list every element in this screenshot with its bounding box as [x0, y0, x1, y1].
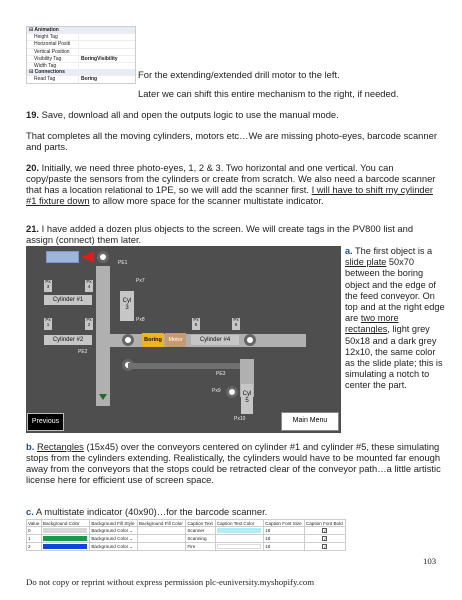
- px4-sensor: Px 4: [85, 280, 93, 292]
- px8-label: Px8: [136, 317, 145, 323]
- hmi-screen: [26, 246, 341, 433]
- bold-checkbox[interactable]: ✓: [323, 536, 327, 541]
- table-header-row: Value Background Color Background Fill Style Background Fill Color Caption Text Caption Text Color Caption Font Size Caption Font Bold: [27, 520, 346, 527]
- cylinder-4: Cylinder #4: [191, 335, 239, 345]
- page-number: 103: [423, 556, 437, 566]
- motor-indicator: Motor: [165, 333, 186, 347]
- pe2-label: PE2: [78, 349, 88, 355]
- bold-checkbox[interactable]: ✓: [323, 528, 327, 533]
- px3-sensor: Px 3: [44, 280, 52, 292]
- red-arrow-icon: [81, 251, 94, 263]
- note-shift-mechanism: Later we can shift this entire mechanism to the right, if needed.: [138, 88, 399, 99]
- color-swatch[interactable]: [217, 528, 261, 533]
- barcode-scanner-indicator: [46, 251, 79, 263]
- cylinder-3: Cyl 3: [120, 291, 134, 321]
- boring-indicator: Boring: [142, 333, 164, 347]
- bold-checkbox[interactable]: ✓: [323, 544, 327, 549]
- completion-paragraph: That completes all the moving cylinders, motors etc…We are missing photo-eyes, barcode scanner and parts.: [26, 130, 437, 152]
- roller-icon: [122, 334, 134, 346]
- pg-row[interactable]: Horizontal Positi: [27, 40, 135, 47]
- note-extending-motor: For the extending/extended drill motor to the left.: [138, 69, 340, 80]
- px7-label: Px7: [136, 278, 145, 284]
- step-21: 21. I have added a dozen plus objects to the screen. We will create tags in the PV800 list and assign (connect) them later.: [26, 223, 414, 245]
- cylinder-1: Cylinder #1: [44, 295, 92, 305]
- cylinder-5: Cyl 5: [241, 384, 253, 414]
- step-20: 20. Initially, we need three photo-eyes, 1, 2 & 3. Two horizontal and one vertical. You can copy/paste the sensors from the cylinders or create from scratch. We also need a barcode scanner that has a location relational to 1PE, so we will add the scanner first. I will have to shift my cylinder #1 fixture down to allow more space for the scanner multistate indicator.: [26, 162, 436, 206]
- pg-category-animation[interactable]: ⊟ Animation: [27, 27, 135, 33]
- copyright-notice: Do not copy or reprint without express permission plc-euniversity.myshopify.com: [26, 577, 315, 587]
- px2-sensor: Px 2: [85, 318, 93, 330]
- color-swatch[interactable]: [217, 536, 261, 541]
- table-row[interactable]: 1 Background Color ⌄ Scanning 18 ✓: [27, 535, 346, 543]
- pg-row[interactable]: Width Tag: [27, 62, 135, 69]
- green-arrow-icon: [99, 394, 107, 400]
- pe1-label: PE1: [118, 260, 128, 266]
- vertical-conveyor: [96, 266, 110, 406]
- px6-sensor: Px 6: [232, 318, 240, 330]
- step-19: 19. Save, download all and open the outputs logic to use the manual mode.: [26, 109, 339, 120]
- px10-label: Px10: [234, 416, 246, 422]
- point-b: b. Rectangles (15x45) over the conveyors centered on cylinder #1 and cylinder #5, these simulating stops from the cylinders extending. Realistically, the cylinders would have to be mounted far enough away from the conveyors that the stops could be retracted clear of the conveyor path…a little artistic license here for efficient use of screen space.: [26, 441, 441, 485]
- px5-sensor: Px 5: [192, 318, 200, 330]
- multistate-indicator-table: [26, 519, 346, 551]
- pg-row[interactable]: Visibility Tag BoringVisibility: [27, 55, 135, 62]
- point-c: c. A multistate indicator (40x90)…for the barcode scanner.: [26, 506, 268, 517]
- pg-category-connections[interactable]: ⊟ Connections: [27, 69, 135, 75]
- color-swatch[interactable]: [43, 528, 87, 533]
- pg-row[interactable]: Height Tag: [27, 33, 135, 40]
- color-swatch[interactable]: [43, 536, 87, 541]
- roller-icon: [226, 386, 238, 398]
- pg-row[interactable]: Read Tag Boring: [27, 75, 135, 82]
- roller-icon: [97, 251, 109, 263]
- pe3-label: PE3: [216, 371, 226, 377]
- color-swatch[interactable]: [217, 544, 261, 549]
- color-swatch[interactable]: [43, 544, 87, 549]
- property-grid: [26, 26, 136, 84]
- table-row[interactable]: 2 Background Color ⌄ Fire 18 ✓: [27, 543, 346, 551]
- lower-conveyor: [128, 363, 240, 369]
- pg-row[interactable]: Vertical Position: [27, 48, 135, 55]
- table-row[interactable]: 0 Background Color ⌄ Scanner 18 ✓: [27, 527, 346, 535]
- point-a: a. The first object is a slide plate 50x70 between the boring object and the edge of the feed conveyor. On top and at the right edge are two more rectangles, light grey 50x18 and a dark grey 12x10, the same color as the slide plate; this is simulating a notch to center the part.: [345, 246, 445, 391]
- px9-label: Px9: [212, 388, 221, 394]
- previous-button[interactable]: Previous: [27, 413, 64, 431]
- px1-sensor: Px 1: [44, 318, 52, 330]
- main-menu-button[interactable]: Main Menu: [281, 412, 339, 431]
- cylinder-2: Cylinder #2: [44, 335, 92, 345]
- roller-icon: [244, 334, 256, 346]
